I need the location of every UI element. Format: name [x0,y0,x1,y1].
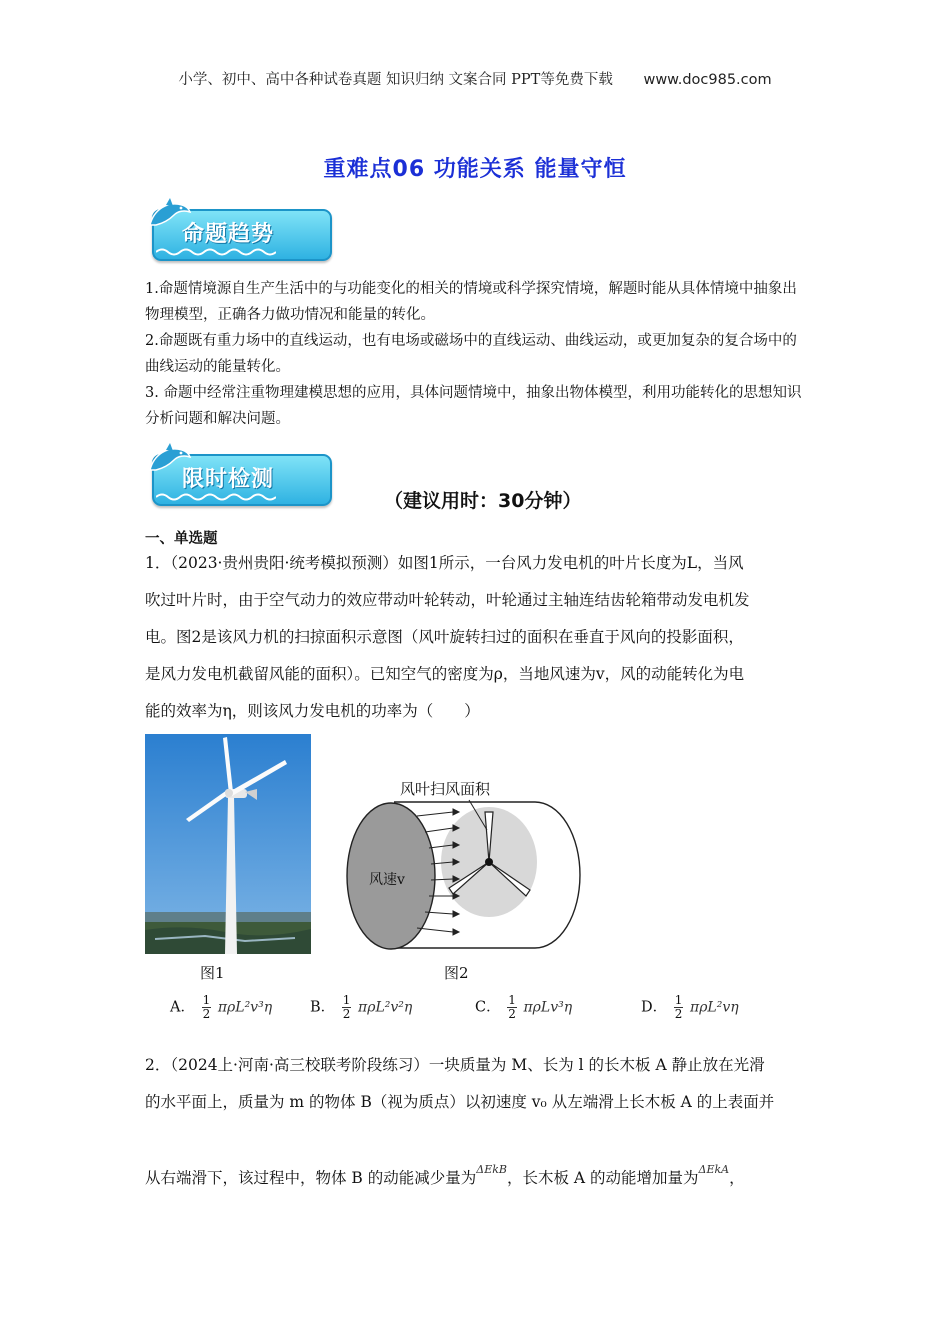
header-url[interactable]: www.doc985.com [643,72,772,88]
swept-area-diagram [345,772,585,952]
wave-decoration [156,492,276,502]
figure-2-caption: 图2 [444,964,469,982]
fraction: $\frac{1}{2}$ [508,993,516,1021]
banner-label: 命题趋势 [182,222,275,247]
trend-list [145,276,810,432]
q1-line: 1．（2023·贵州贵阳·统考模拟预测）如图1所示，一台风力发电机的叶片长度为L，当风 [145,554,744,572]
page-title: 重难点06 功能关系 能量守恒 [323,157,627,182]
section-title: 一、单选题 [145,530,218,547]
wind-speed-label: 风速v [369,872,405,888]
trend-item-1: 1.命题情境源自生产生活中的与功能变化的相关的情境或科学探究情境，解题时能从具体情境中抽象出物理模型，正确各力做功情况和能量的转化。 [145,281,797,323]
swept-area-label: 风叶扫风面积 [400,780,491,798]
question-1 [145,545,810,730]
delta-ekb: ΔEkB [476,1163,507,1176]
figure-1-caption: 图1 [200,964,225,982]
q2-line: 的水平面上，质量为 m 的物体 B（视为质点）以初速度 v₀ 从左端滑上长木板 A 的上表面并 [145,1093,775,1111]
q1-line: 是风力发电机截留风能的面积）。已知空气的密度为ρ，当地风速为v，风的动能转化为电 [145,665,745,683]
trend-item-3: 3. 命题中经常注重物理建模思想的应用，具体问题情境中，抽象出物体模型，利用功能转化的思想知识分析问题和解决问题。 [145,385,802,427]
trend-item-2: 2.命题既有重力场中的直线运动，也有电场或磁场中的直线运动、曲线运动，或更加复杂的复合场中的曲线运动的能量转化。 [145,333,797,375]
fraction: $\frac{1}{2}$ [342,993,351,1021]
page-header [0,68,950,89]
suggested-time: （建议用时：30分钟） [384,490,582,512]
banner-label: 限时检测 [182,467,275,492]
q2-line: 2．（2024上·河南·高三校联考阶段练习）一块质量为 M、长为 l 的长木板 A 静止放在光滑 [145,1056,765,1074]
q2-line-3: 从右端滑下，该过程中，物体 B 的动能减少量为$^{\Delta EkB}$，长木板 A 的动能增加量为$^{\Delta EkA}$， [145,1163,745,1187]
wave-decoration [156,247,276,257]
option-a[interactable]: A． $\frac{1}{2}$ πρL²v³η [170,993,273,1021]
fraction: $\frac{1}{2}$ [674,993,683,1021]
trend-banner [146,203,332,261]
delta-eka: ΔEkA [698,1163,730,1176]
wind-turbine-photo [145,734,311,954]
fraction: $\frac{1}{2}$ [202,993,211,1021]
test-banner [146,448,332,506]
question-2 [145,1047,810,1121]
option-b[interactable]: B． $\frac{1}{2}$ πρL²v²η [310,993,413,1021]
header-text: 小学、初中、高中各种试卷真题 知识归纳 文案合同 PPT等免费下载 [178,72,613,88]
q1-line: 吹过叶片时，由于空气动力的效应带动叶轮转动，叶轮通过主轴连结齿轮箱带动发电机发 [145,591,750,609]
option-d[interactable]: D． $\frac{1}{2}$ πρL²vη [641,993,739,1021]
q1-line: 电。图2是该风力机的扫掠面积示意图（风叶旋转扫过的面积在垂直于风向的投影面积， [145,628,744,646]
q1-line: 能的效率为η，则该风力发电机的功率为（ ） [145,702,480,720]
option-c[interactable]: C． $\frac{1}{2}$ πρLv³η [475,993,573,1021]
